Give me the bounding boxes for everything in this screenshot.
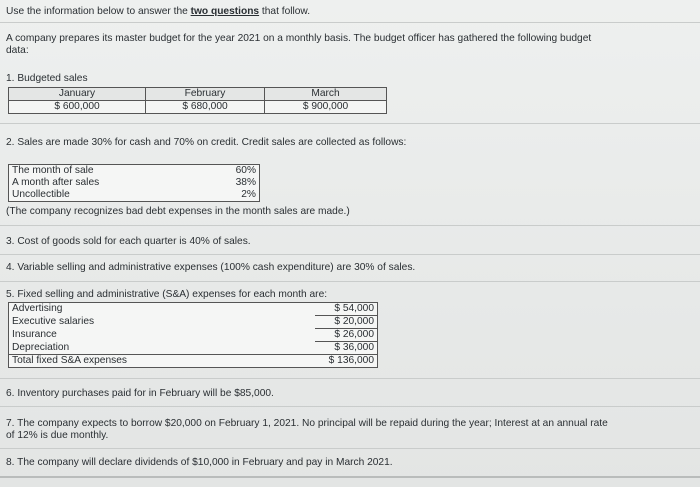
intro-line bbox=[6, 6, 310, 18]
paragraph-line-2: data: bbox=[6, 45, 29, 56]
expense-label: Insurance bbox=[12, 329, 57, 340]
sales-header-february: February bbox=[146, 88, 265, 101]
item-7-line-1: 7. The company expects to borrow $20,000 on February 1, 2021. No principal will be repaid during the year; Interest at an annual rate bbox=[6, 418, 608, 429]
divider bbox=[0, 476, 700, 478]
item-1-title: 1. Budgeted sales bbox=[6, 73, 88, 84]
collection-label: A month after sales bbox=[12, 177, 100, 188]
item-5: 5. Fixed selling and administrative (S&A) expenses for each month are: bbox=[6, 289, 328, 300]
item-7-line-2: of 12% is due monthly. bbox=[6, 430, 109, 441]
sales-value-march: $ 900,000 bbox=[265, 101, 387, 114]
expense-value: $ 36,000 bbox=[315, 342, 378, 355]
expense-value: $ 20,000 bbox=[315, 316, 378, 329]
sales-value-february: $ 680,000 bbox=[146, 101, 265, 114]
fixed-expenses-table bbox=[8, 302, 378, 368]
item-4: 4. Variable selling and administrative expenses (100% cash expenditure) are 30% of sales. bbox=[6, 262, 416, 273]
paragraph-line-1: A company prepares its master budget for the year 2021 on a monthly basis. The budget officer has gathered the following budget bbox=[6, 33, 592, 44]
collection-value: 38% bbox=[230, 177, 260, 189]
divider bbox=[0, 448, 700, 449]
item-3: 3. Cost of goods sold for each quarter is 40% of sales. bbox=[6, 236, 251, 247]
divider bbox=[0, 378, 700, 379]
expense-label: Advertising bbox=[9, 303, 316, 316]
expense-label: Depreciation bbox=[12, 341, 70, 353]
sales-value-january: $ 600,000 bbox=[9, 101, 146, 114]
divider bbox=[0, 406, 700, 407]
bad-debt-note: (The company recognizes bad debt expenses in the month sales are made.) bbox=[6, 206, 350, 217]
divider bbox=[0, 225, 700, 226]
intro-prefix: Use the information below to answer the bbox=[6, 6, 191, 17]
expense-total-value: $ 136,000 bbox=[315, 355, 378, 368]
budgeted-sales-table bbox=[8, 87, 387, 114]
collection-label: The month of sale bbox=[9, 165, 231, 178]
item-2: 2. Sales are made 30% for cash and 70% on credit. Credit sales are collected as follows: bbox=[6, 137, 407, 148]
collection-label: Uncollectible bbox=[9, 189, 231, 202]
collection-table bbox=[8, 164, 260, 202]
collection-value: 2% bbox=[230, 189, 260, 202]
divider bbox=[0, 22, 700, 23]
divider bbox=[0, 254, 700, 255]
collection-value: 60% bbox=[230, 165, 260, 178]
intro-suffix: that follow. bbox=[259, 6, 311, 17]
item-8: 8. The company will declare dividends of $10,000 in February and pay in March 2021. bbox=[6, 457, 393, 468]
divider bbox=[0, 281, 700, 282]
intro-emphasis: two questions bbox=[190, 6, 260, 17]
expense-total-label: Total fixed S&A expenses bbox=[9, 355, 316, 368]
sales-header-january: January bbox=[9, 88, 146, 101]
expense-value: $ 54,000 bbox=[315, 303, 378, 316]
sales-header-march: March bbox=[265, 88, 387, 101]
item-6: 6. Inventory purchases paid for in February will be $85,000. bbox=[6, 388, 274, 399]
expense-value: $ 26,000 bbox=[315, 329, 378, 342]
expense-label: Executive salaries bbox=[12, 316, 95, 327]
divider bbox=[0, 123, 700, 124]
